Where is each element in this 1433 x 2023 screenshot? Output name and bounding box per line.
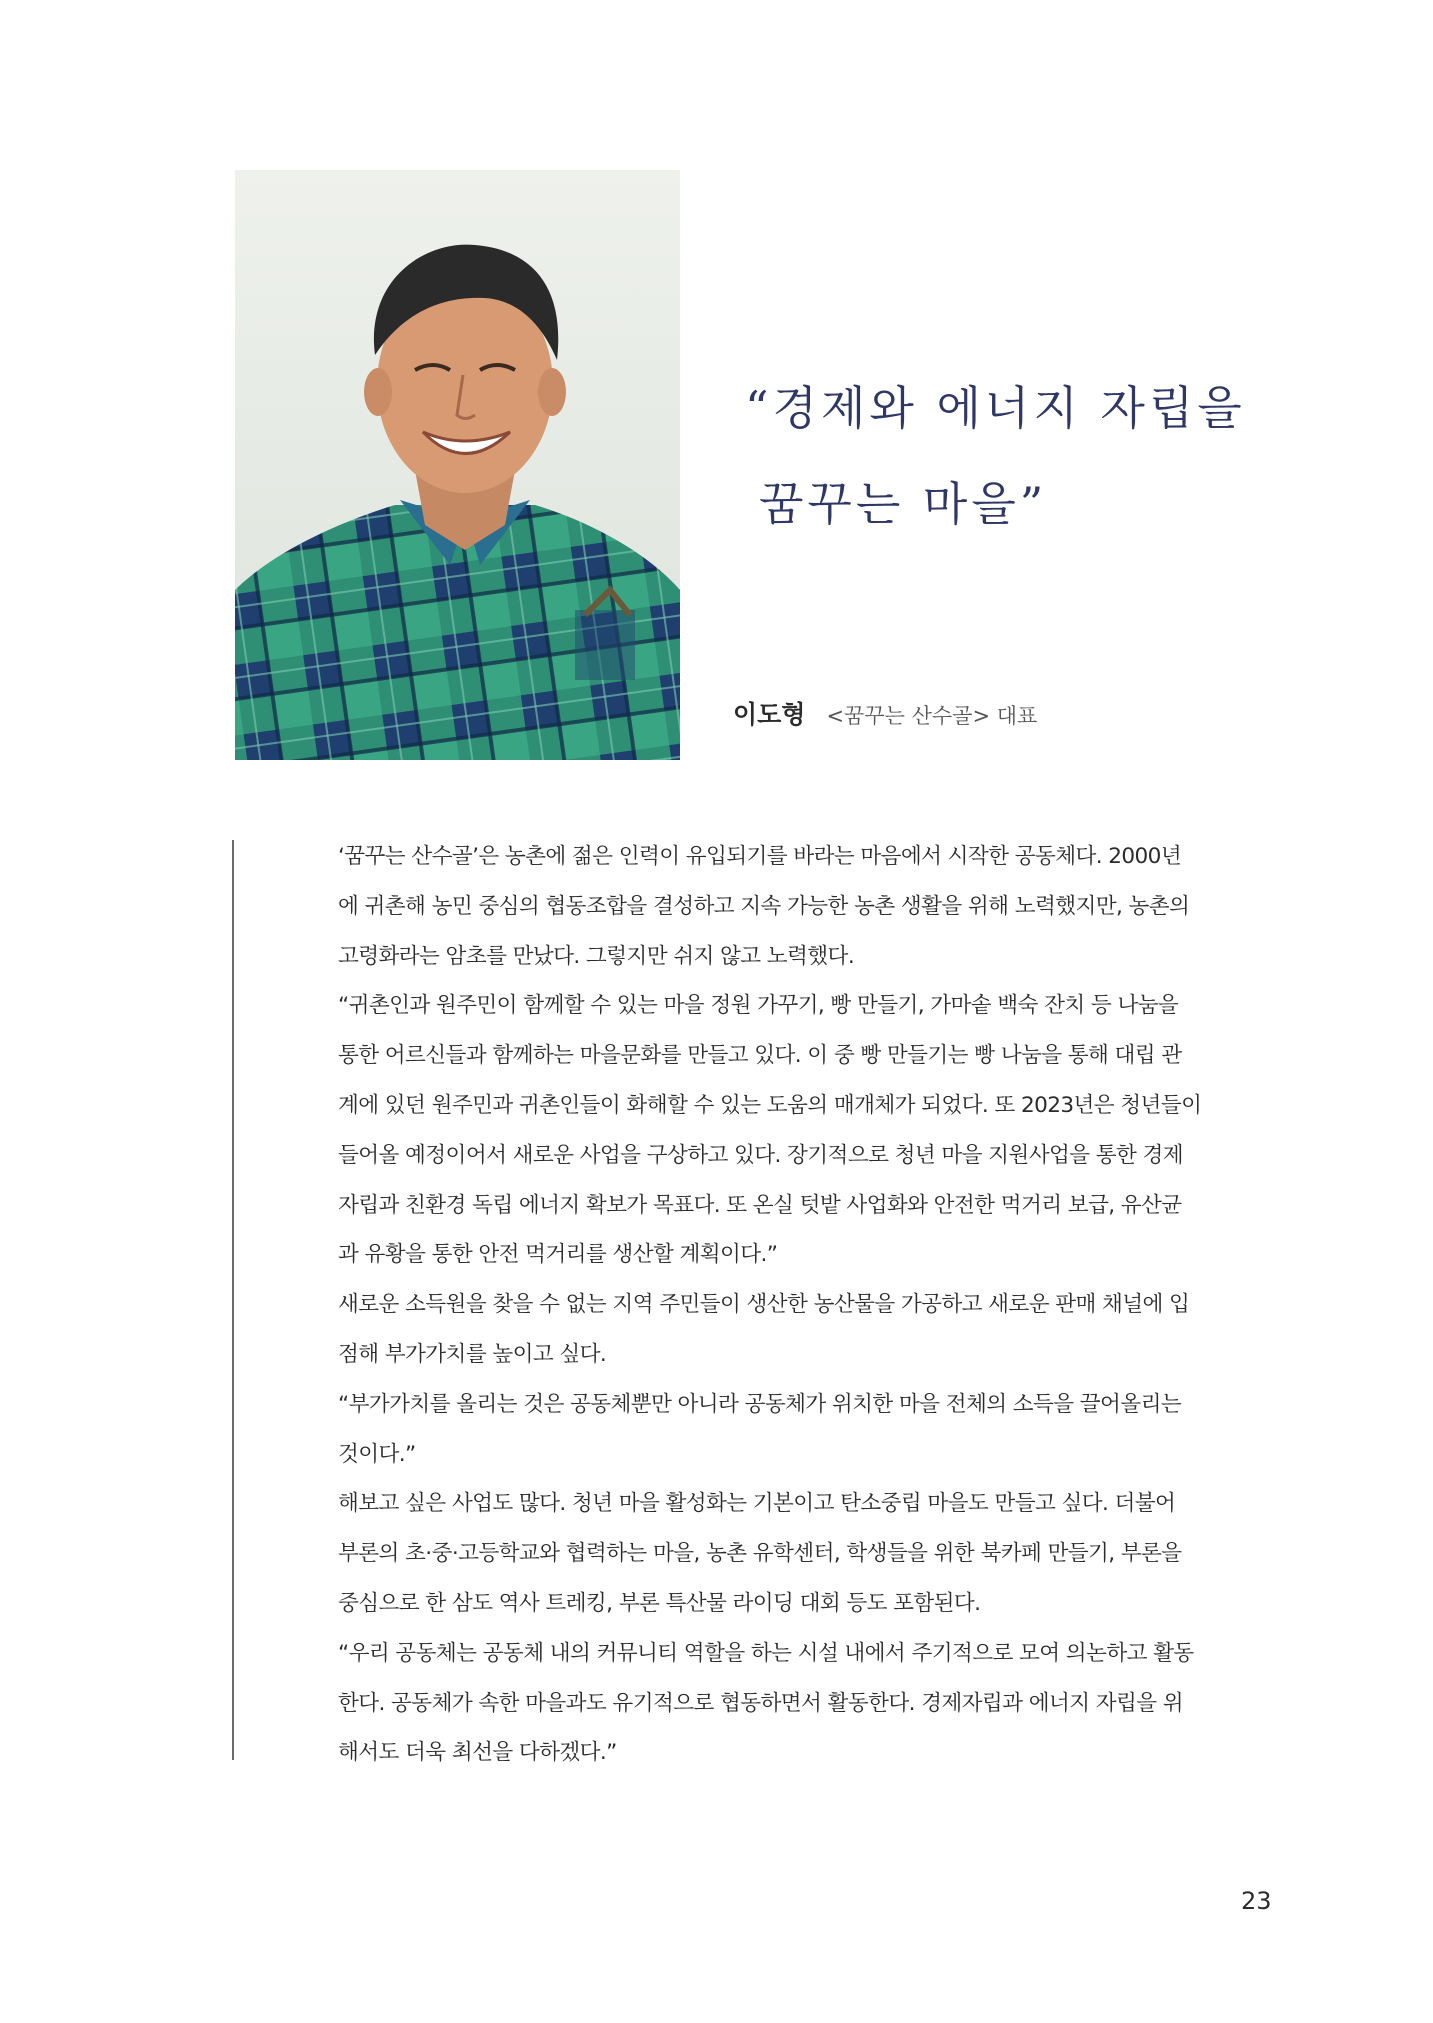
body-line: 한다. 공동체가 속한 마을과도 유기적으로 협동하면서 활동한다. 경제자립과 에너지 자립을 위 [338, 1690, 1184, 1716]
body-line: 해보고 싶은 사업도 많다. 청년 마을 활성화는 기본이고 탄소중립 마을도 만들고 싶다. 더불어 [338, 1491, 1176, 1517]
body-line: 새로운 소득원을 찾을 수 없는 지역 주민들이 생산한 농산물을 가공하고 새로운 판매 채널에 입 [338, 1292, 1190, 1318]
person-name: 이도형 [733, 700, 806, 729]
body-line: 계에 있던 원주민과 귀촌인들이 화해할 수 있는 도움의 매개체가 되었다. 또 2023년은 청년들이 [338, 1092, 1202, 1118]
body-line: 것이다.” [338, 1441, 416, 1467]
body-line: 과 유황을 통한 안전 먹거리를 생산할 계획이다.” [338, 1242, 778, 1268]
body-line: 부론의 초·중·고등학교와 협력하는 마을, 농촌 유학센터, 학생들을 위한 북카페 만들기, 부론을 [338, 1541, 1182, 1567]
body-line: 중심으로 한 삼도 역사 트레킹, 부론 특산물 라이딩 대회 등도 포함된다. [338, 1590, 981, 1616]
vertical-rule [232, 840, 234, 1760]
headline-line-2: 꿈꾸는 마을” [759, 477, 1048, 531]
byline [733, 695, 1037, 731]
portrait-photo [235, 170, 680, 760]
body-line: “우리 공동체는 공동체 내의 커뮤니티 역할을 하는 시설 내에서 주기적으로 모여 의논하고 활동 [338, 1640, 1194, 1666]
body-line: “부가가치를 올리는 것은 공동체뿐만 아니라 공동체가 위치한 마을 전체의 소득을 끌어올리는 [338, 1391, 1182, 1417]
body-line: “귀촌인과 원주민이 함께할 수 있는 마을 정원 가꾸기, 빵 만들기, 가마솥 백숙 잔치 등 나눔을 [338, 993, 1179, 1019]
headline-quote [745, 360, 1305, 552]
body-line: ‘꿈꾸는 산수골’은 농촌에 젊은 인력이 유입되기를 바라는 마음에서 시작한 공동체다. 2000년 [338, 844, 1182, 869]
article-body [338, 832, 1278, 1778]
body-line: 통한 어르신들과 함께하는 마을문화를 만들고 있다. 이 중 빵 만들기는 빵 나눔을 통해 대립 관 [338, 1043, 1182, 1069]
person-role: <꿈꾸는 산수골> 대표 [826, 704, 1038, 728]
body-line: 해서도 더욱 최선을 다하겠다.” [338, 1740, 617, 1766]
body-line: 자립과 친환경 독립 에너지 확보가 목표다. 또 온실 텃밭 사업화와 안전한 먹거리 보급, 유산균 [338, 1192, 1182, 1218]
body-line: 에 귀촌해 농민 중심의 협동조합을 결성하고 지속 가능한 농촌 생활을 위해 노력했지만, 농촌의 [338, 893, 1190, 919]
page-number: 23 [1241, 1887, 1272, 1915]
headline-line-1: “경제와 에너지 자립을 [745, 381, 1246, 435]
body-line: 점해 부가가치를 높이고 싶다. [338, 1341, 607, 1367]
body-line: 고령화라는 암초를 만났다. 그렇지만 쉬지 않고 노력했다. [338, 943, 855, 969]
body-line: 들어올 예정이어서 새로운 사업을 구상하고 있다. 장기적으로 청년 마을 지원사업을 통한 경제 [338, 1142, 1184, 1168]
